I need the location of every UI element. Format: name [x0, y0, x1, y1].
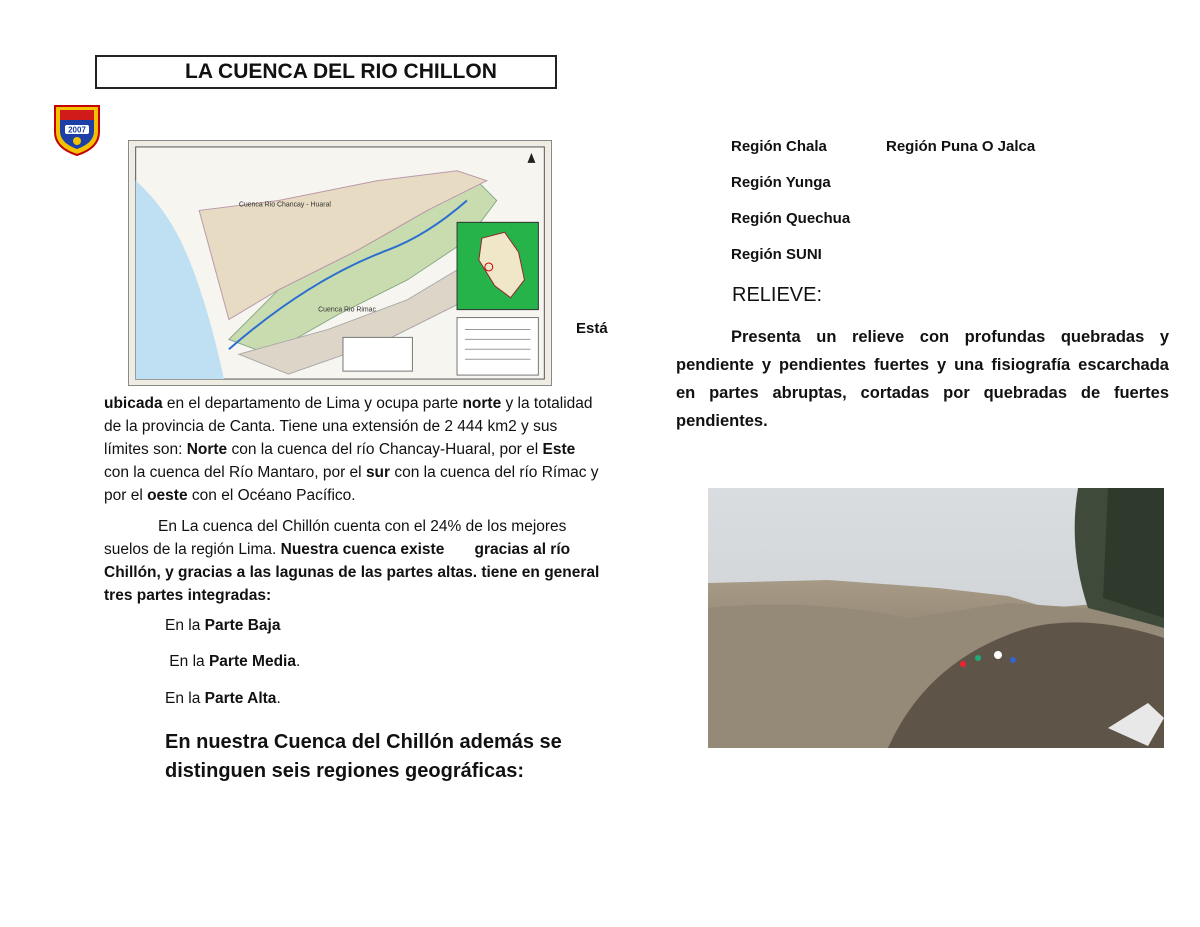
region-chala: Región Chala	[731, 138, 827, 155]
part-baja: En la Parte Baja	[165, 617, 281, 634]
part-media: En la Parte Media.	[165, 653, 301, 670]
location-paragraph: ubicada en el departamento de Lima y ocupa parte norte y la totalidad de la provincia de Canta. Tiene una extensión de 2 444 km2 y sus límites son: Norte con la cuenca del río Chancay-Huaral, por el Este con la cuenca del Río Mantaro, por el sur con la cuenca del río Rímac y por el oeste con el Océano Pacífico.	[104, 395, 599, 504]
relieve-paragraph: Presenta un relieve con profundas quebradas y pendiente y pendientes fuertes y una fisiografía escarchada en partes abruptas, cortadas por quebradas de fuertes pendientes.	[676, 328, 1169, 430]
crest-year: 2007	[68, 125, 86, 135]
part-alta: En la Parte Alta.	[165, 690, 281, 707]
map-label-rimac: Cuenca Rio Rimac	[318, 306, 377, 314]
region-suni: Región SUNI	[731, 246, 822, 263]
relieve-heading: RELIEVE:	[732, 284, 823, 306]
school-crest-logo	[52, 102, 102, 156]
esta-word: Está	[576, 320, 608, 337]
region-puna: Región Puna O Jalca	[886, 138, 1036, 155]
regions-intro: En nuestra Cuenca del Chillón además se distinguen seis regiones geográficas:	[165, 731, 562, 782]
region-yunga: Región Yunga	[731, 174, 831, 191]
soils-paragraph: En La cuenca del Chillón cuenta con el 24% de los mejores suelos de la región Lima. Nuestra cuenca existe gracias al río Chillón, y gracias a las lagunas de las partes altas. tiene en general tres partes integradas:	[104, 518, 604, 604]
region-quechua: Región Quechua	[731, 210, 851, 227]
page-title: LA CUENCA DEL RIO CHILLON	[95, 55, 557, 89]
riverbed-photo	[708, 488, 1164, 748]
map-label-chancay: Cuenca Rio Chancay - Huaral	[238, 201, 332, 209]
basin-map-image	[128, 140, 552, 386]
